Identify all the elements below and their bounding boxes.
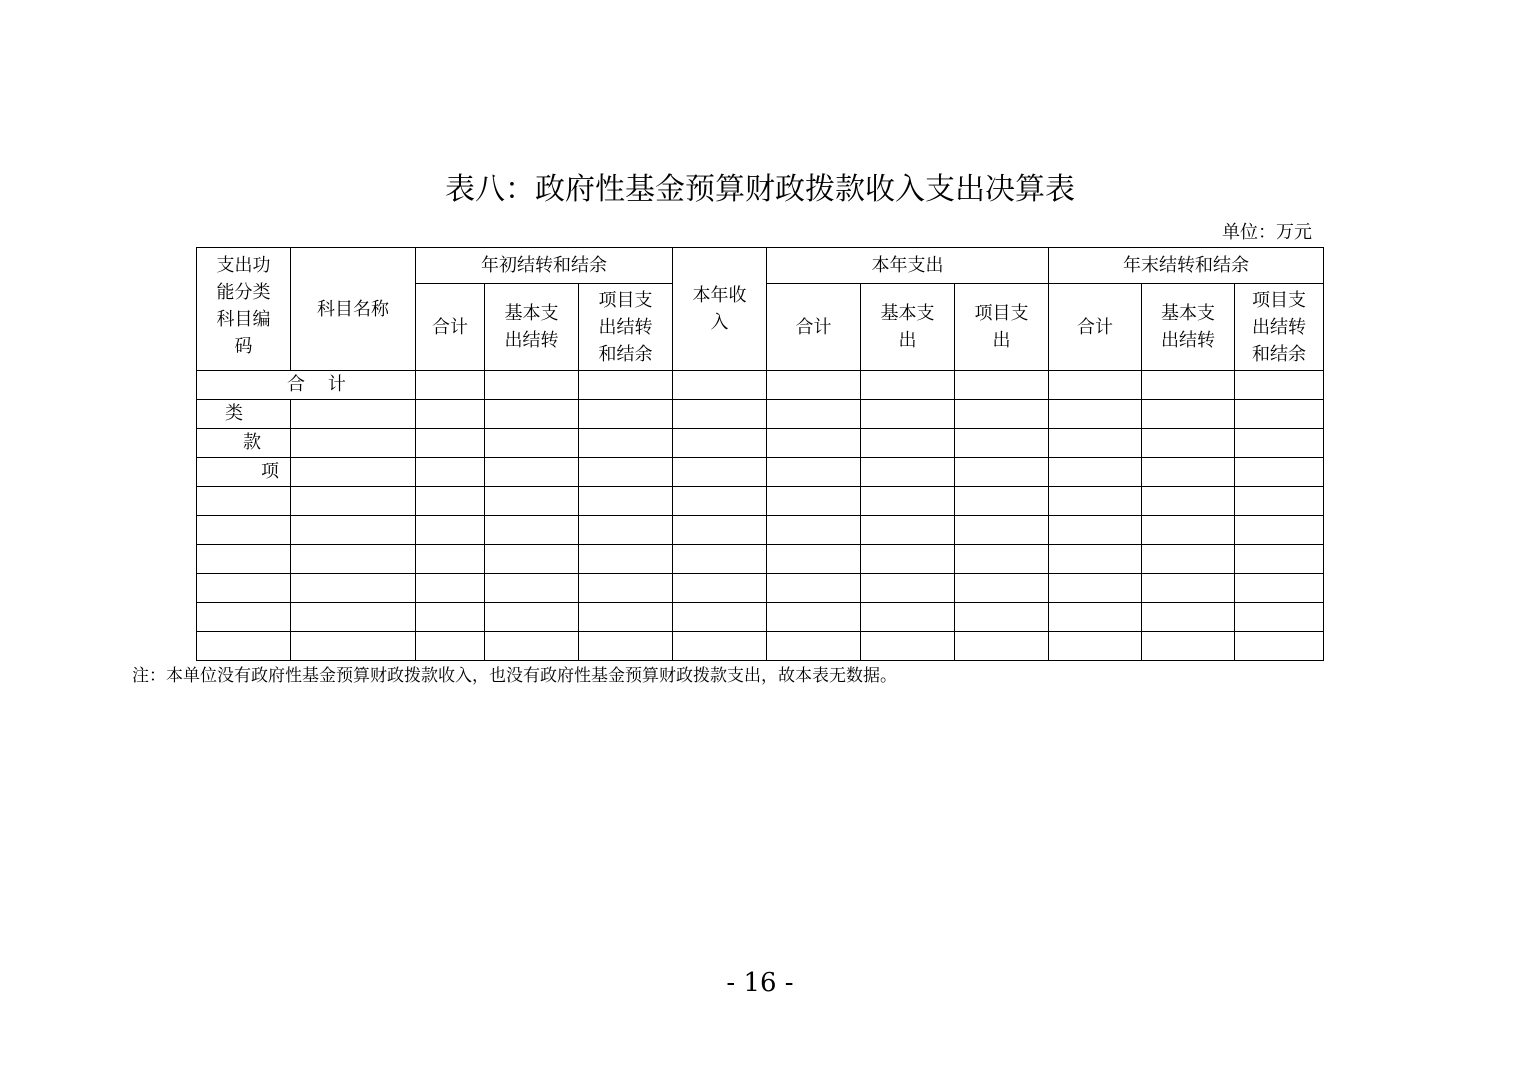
cell: [673, 545, 767, 574]
cell: [579, 400, 673, 429]
cell: [955, 487, 1049, 516]
cell: [197, 574, 291, 603]
cell: [861, 400, 955, 429]
cell: [416, 545, 485, 574]
cell: [767, 371, 861, 400]
cell: [673, 603, 767, 632]
cell: [955, 400, 1049, 429]
cell: [485, 574, 579, 603]
header-end-project: 项目支出结转和结余: [1235, 284, 1324, 371]
cell: [767, 458, 861, 487]
header-end-basic: 基本支出结转: [1142, 284, 1235, 371]
cell: [1142, 516, 1235, 545]
header-begin-group: 年初结转和结余: [416, 248, 673, 284]
cell: [416, 516, 485, 545]
header-begin-total: 合计: [416, 284, 485, 371]
table-row: [197, 487, 1324, 516]
cell: [673, 458, 767, 487]
header-exp-project: 项目支出: [955, 284, 1049, 371]
cell: [1235, 516, 1324, 545]
cell: [767, 487, 861, 516]
table-row: [197, 545, 1324, 574]
cell: [197, 516, 291, 545]
table-row-xiang: [197, 458, 1324, 487]
cell: [416, 574, 485, 603]
cell: [485, 516, 579, 545]
cell: [485, 429, 579, 458]
table-row: [197, 603, 1324, 632]
page-number: - 16 -: [726, 968, 794, 998]
cell: [767, 603, 861, 632]
cell: [1235, 429, 1324, 458]
cell: [1049, 429, 1142, 458]
cell: [1235, 400, 1324, 429]
cell: [1235, 487, 1324, 516]
cell: [1049, 603, 1142, 632]
cell: [579, 429, 673, 458]
cell: [955, 574, 1049, 603]
cell: [861, 429, 955, 458]
cell: [291, 545, 416, 574]
cell: [579, 371, 673, 400]
table-row-lei: [197, 400, 1324, 429]
cell: [579, 603, 673, 632]
cell: [197, 545, 291, 574]
cell: [1235, 603, 1324, 632]
footnote: 注：本单位没有政府性基金预算财政拨款收入，也没有政府性基金预算财政拨款支出，故本表无数据。: [132, 666, 897, 686]
cell: [861, 603, 955, 632]
cell: [579, 458, 673, 487]
header-end-total: 合计: [1049, 284, 1142, 371]
cell: [291, 574, 416, 603]
cell: [673, 487, 767, 516]
cell: [1049, 371, 1142, 400]
table-row-total: [197, 371, 1324, 400]
cell: [955, 545, 1049, 574]
cell: [1142, 400, 1235, 429]
cell: [767, 516, 861, 545]
cell: [416, 603, 485, 632]
cell: [485, 400, 579, 429]
cell: [1142, 458, 1235, 487]
cell: [1142, 371, 1235, 400]
table-row: [197, 516, 1324, 545]
header-code: 支出功能分类科目编码: [197, 248, 291, 371]
page-title: 表八：政府性基金预算财政拨款收入支出决算表: [445, 172, 1075, 207]
cell: [861, 458, 955, 487]
cell: [485, 487, 579, 516]
cell: [579, 632, 673, 661]
cell: [579, 545, 673, 574]
cell: [291, 458, 416, 487]
cell: [1049, 632, 1142, 661]
cell: [416, 400, 485, 429]
cell: [1235, 545, 1324, 574]
cell: [485, 458, 579, 487]
cell: [673, 516, 767, 545]
cell: [1049, 458, 1142, 487]
header-begin-basic: 基本支出结转: [485, 284, 579, 371]
cell: [861, 371, 955, 400]
cell: [1049, 574, 1142, 603]
cell: [767, 574, 861, 603]
cell: [1049, 400, 1142, 429]
cell: [1049, 516, 1142, 545]
cell: [416, 429, 485, 458]
cell: [767, 429, 861, 458]
cell: [955, 603, 1049, 632]
cell: [579, 487, 673, 516]
cell: [1142, 632, 1235, 661]
header-name: 科目名称: [291, 248, 416, 371]
header-exp-basic: 基本支出: [861, 284, 955, 371]
cell: [861, 516, 955, 545]
cell: [1142, 487, 1235, 516]
cell: [485, 603, 579, 632]
row-label-lei: 类: [197, 400, 291, 429]
cell: [291, 603, 416, 632]
header-expense-group: 本年支出: [767, 248, 1049, 284]
cell: [673, 632, 767, 661]
cell: [1235, 371, 1324, 400]
cell: [767, 545, 861, 574]
cell: [197, 487, 291, 516]
cell: [955, 516, 1049, 545]
header-income: 本年收入: [673, 248, 767, 371]
cell: [416, 632, 485, 661]
cell: [1049, 487, 1142, 516]
total-label: 合 计: [197, 371, 416, 400]
cell: [416, 371, 485, 400]
cell: [955, 632, 1049, 661]
budget-table: [196, 247, 1324, 661]
row-label-xiang: 项: [197, 458, 291, 487]
cell: [955, 371, 1049, 400]
cell: [197, 632, 291, 661]
cell: [416, 487, 485, 516]
header-exp-total: 合计: [767, 284, 861, 371]
cell: [673, 574, 767, 603]
cell: [1049, 545, 1142, 574]
header-row-1: [197, 248, 1324, 284]
cell: [291, 632, 416, 661]
cell: [767, 632, 861, 661]
cell: [1142, 429, 1235, 458]
cell: [485, 632, 579, 661]
cell: [1142, 574, 1235, 603]
cell: [955, 458, 1049, 487]
header-begin-project: 项目支出结转和结余: [579, 284, 673, 371]
table-row: [197, 574, 1324, 603]
cell: [861, 545, 955, 574]
cell: [485, 545, 579, 574]
cell: [1235, 458, 1324, 487]
cell: [579, 574, 673, 603]
cell: [767, 400, 861, 429]
header-end-group: 年末结转和结余: [1049, 248, 1324, 284]
cell: [1142, 603, 1235, 632]
cell: [861, 487, 955, 516]
cell: [485, 371, 579, 400]
cell: [673, 400, 767, 429]
unit-label: 单位：万元: [1222, 222, 1312, 243]
cell: [291, 400, 416, 429]
cell: [579, 516, 673, 545]
cell: [291, 429, 416, 458]
cell: [416, 458, 485, 487]
cell: [955, 429, 1049, 458]
cell: [1142, 545, 1235, 574]
cell: [197, 603, 291, 632]
table-row-kuan: [197, 429, 1324, 458]
row-label-kuan: 款: [197, 429, 291, 458]
cell: [861, 574, 955, 603]
cell: [861, 632, 955, 661]
cell: [1235, 574, 1324, 603]
cell: [291, 487, 416, 516]
cell: [673, 429, 767, 458]
table-row: [197, 632, 1324, 661]
cell: [291, 516, 416, 545]
cell: [673, 371, 767, 400]
cell: [1235, 632, 1324, 661]
